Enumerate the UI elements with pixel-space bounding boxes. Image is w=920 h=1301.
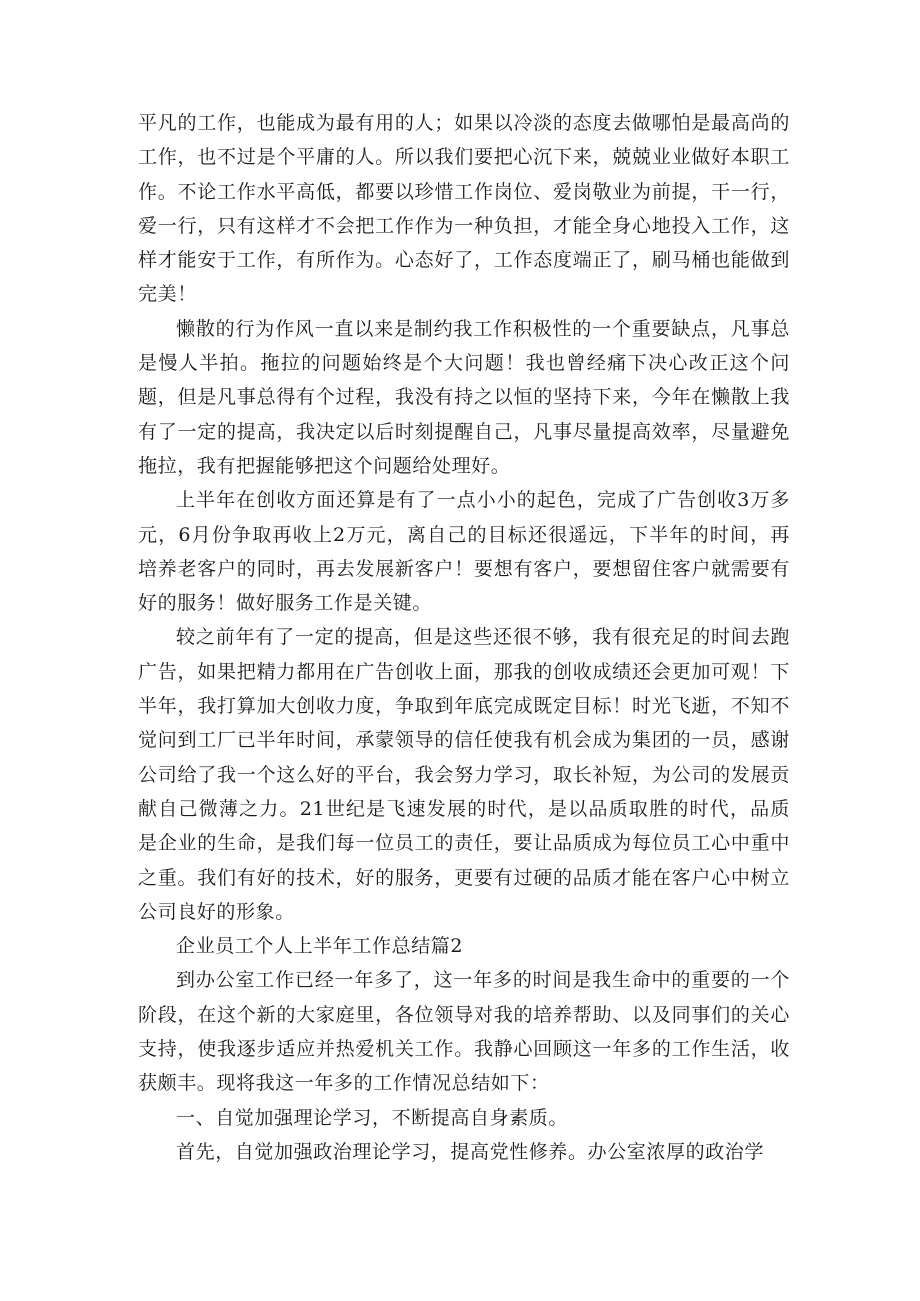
- paragraph-6: 到办公室工作已经一年多了，这一年多的时间是我生命中的重要的一个阶段，在这个新的大家庭里，各位领导对我的培养帮助、以及同事们的关心支持，使我逐步适应并热爱机关工作。我静心回顾这一年多的工作生活，收获颇丰。现将我这一年多的工作情况总结如下：: [138, 969, 790, 1095]
- paragraph-2: 懒散的行为作风一直以来是制约我工作积极性的一个重要缺点，凡事总是慢人半拍。拖拉的问题始终是个大问题！我也曾经痛下决心改正这个问题，但是凡事总得有个过程，我没有持之以恒的坚持下来，今年在懒散上我有了一定的提高，我决定以后时刻提醒自己，凡事尽量提高效率，尽量避免拖拉，我有把握能够把这个问题给处理好。: [138, 317, 790, 477]
- paragraph-4: 较之前年有了一定的提高，但是这些还很不够，我有很充足的时间去跑广告，如果把精力都用在广告创收上面，那我的创收成绩还会更加可观！下半年，我打算加大创收力度，争取到年底完成既定目标！时光飞逝，不知不觉问到工厂已半年时间，承蒙领导的信任使我有机会成为集团的一员，感谢公司给了我一个这么好的平台，我会努力学习，取长补短，为公司的发展贡献自己微薄之力。21世纪是飞速发展的时代，是以品质取胜的时代，品质是企业的生命，是我们每一位员工的责任，要让品质成为每位员工心中重中之重。我们有好的技术，好的服务，更要有过硬的品质才能在客户心中树立公司良好的形象。: [138, 626, 790, 923]
- section-title: 企业员工个人上半年工作总结篇2: [176, 935, 464, 958]
- paragraph-3: 上半年在创收方面还算是有了一点小小的起色，完成了广告创收3万多元，6月份争取再收上2万元，离自己的目标还很遥远，下半年的时间，再培养老客户的同时，再去发展新客户！要想有客户，要想留住客户就需要有好的服务！做好服务工作是关键。: [138, 489, 790, 615]
- document-body: [138, 106, 790, 1169]
- paragraph-1: 平凡的工作，也能成为最有用的人；如果以冷淡的态度去做哪怕是最高尚的工作，也不过是个平庸的人。所以我们要把心沉下来，兢兢业业做好本职工作。不论工作水平高低，都要以珍惜工作岗位、爱岗敬业为前提，干一行，爱一行，只有这样才不会把工作作为一种负担，才能全身心地投入工作，这样才能安于工作，有所作为。心态好了，工作态度端正了，刷马桶也能做到完美！: [138, 112, 790, 306]
- subheading-1: 一、自觉加强理论学习，不断提高自身素质。: [176, 1106, 569, 1129]
- paragraph-8: 首先，自觉加强政治理论学习，提高党性修养。办公室浓厚的政治学: [176, 1140, 765, 1163]
